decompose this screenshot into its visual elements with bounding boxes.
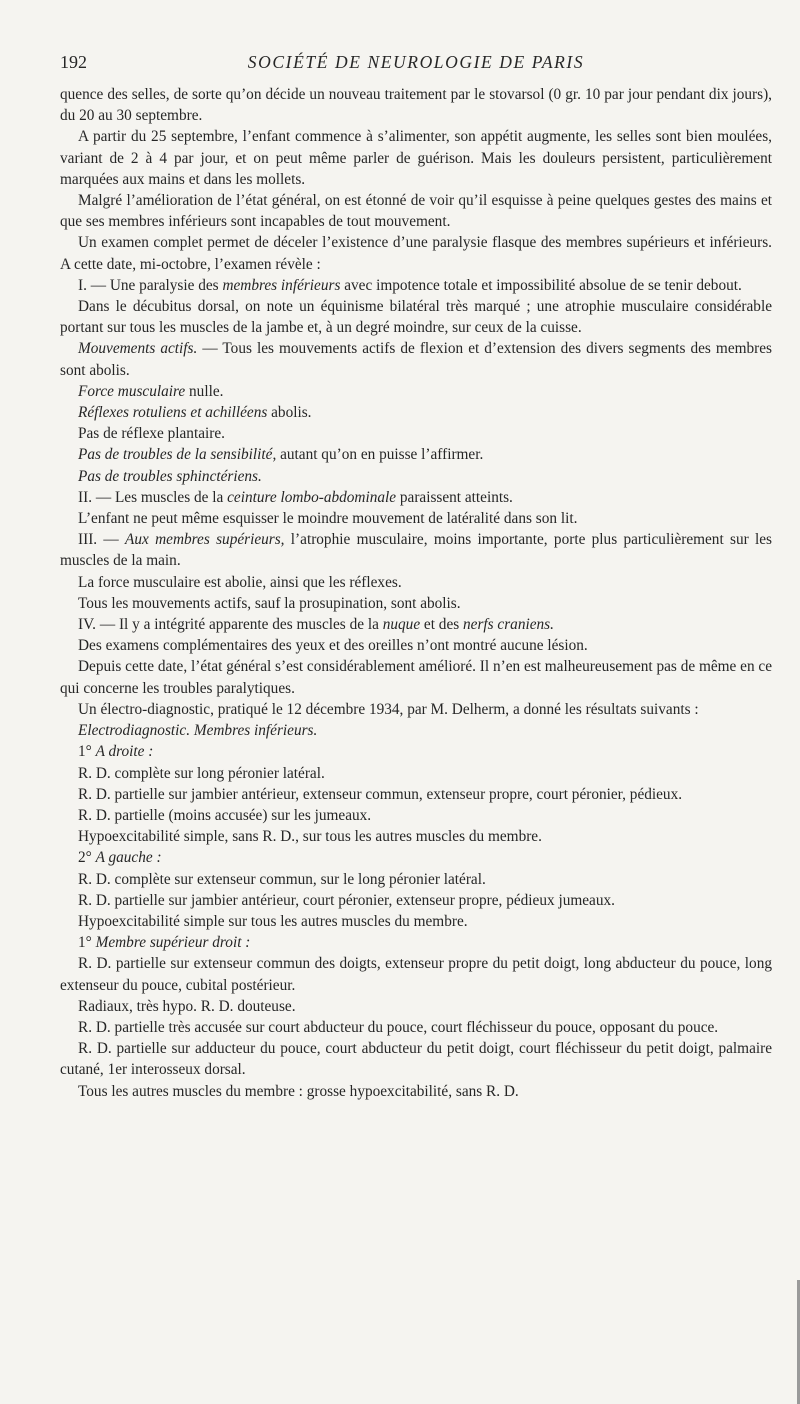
text-run: abolis. [267, 404, 312, 422]
paragraph [60, 232, 772, 274]
paragraph [60, 614, 772, 635]
paragraph [60, 190, 772, 232]
paragraph [60, 1038, 772, 1080]
italic-text-run: nerfs craniens. [463, 616, 554, 634]
text-run: R. D. partielle sur jambier antérieur, court péronier, extenseur propre, pédieux jumeaux. [78, 891, 615, 909]
paragraph [60, 126, 772, 190]
text-run: Tous les autres muscles du membre : grosse hypoexcitabilité, sans R. D. [78, 1082, 519, 1100]
text-run: Des examens complémentaires des yeux et des oreilles n’ont montré aucune lésion. [78, 637, 588, 655]
italic-text-run: A gauche : [95, 849, 162, 867]
paragraph [60, 656, 772, 698]
paragraph [60, 275, 772, 296]
paragraph [60, 911, 772, 932]
text-run: paraissent atteints. [396, 488, 513, 506]
text-run: R. D. partielle sur jambier antérieur, extenseur commun, extenseur propre, court péronier, pédieux. [78, 785, 683, 803]
body-text [60, 84, 772, 1102]
text-run: 1° [78, 934, 96, 952]
text-run: R. D. complète sur long péronier latéral. [78, 764, 325, 782]
paragraph [60, 741, 772, 762]
text-run: quence des selles, de sorte qu’on décide un nouveau traitement par le stovarsol (0 gr. 10 par jour pendant dix jours), du 20 au 30 septembre. [60, 86, 772, 125]
running-header [60, 52, 772, 82]
text-run: et des [420, 616, 464, 634]
italic-text-run: A droite : [95, 743, 154, 761]
text-run: Dans le décubitus dorsal, on note un équinisme bilatéral très marqué ; une atrophie musculaire considérable portant sur tous les muscles de la jambe et, à un degré moindre, sur ceux de la cuisse. [60, 298, 772, 337]
paragraph [60, 953, 772, 995]
text-run: Hypoexcitabilité simple sur tous les autres muscles du membre. [78, 912, 468, 930]
italic-text-run: Pas de troubles sphinctériens. [78, 467, 262, 485]
paragraph [60, 784, 772, 805]
text-run: Hypoexcitabilité simple, sans R. D., sur tous les autres muscles du membre. [78, 828, 542, 846]
text-run: — Tous les mouvements actifs de flexion et d’extension des divers segments des membres sont abolis. [60, 340, 772, 379]
text-run: Radiaux, très hypo. R. D. douteuse. [78, 997, 296, 1015]
paragraph [60, 1017, 772, 1038]
italic-text-run: Electrodiagnostic. Membres inférieurs. [78, 722, 318, 740]
italic-text-run: ceinture lombo-abdominale [227, 488, 397, 506]
paragraph [60, 338, 772, 380]
paragraph [60, 890, 772, 911]
paragraph [60, 444, 772, 465]
text-run: Un électro-diagnostic, pratiqué le 12 décembre 1934, par M. Delherm, a donné les résultats suivants : [78, 700, 699, 718]
text-run: II. — Les muscles de la [78, 488, 228, 506]
paragraph [60, 869, 772, 890]
text-run: III. — [78, 531, 126, 549]
paragraph [60, 699, 772, 720]
text-run: Un examen complet permet de déceler l’existence d’une paralysie flasque des membres supérieurs et inférieurs. A cette date, mi-octobre, l’examen révèle : [60, 234, 772, 273]
text-run: La force musculaire est abolie, ainsi que les réflexes. [78, 573, 402, 591]
paragraph [60, 1081, 772, 1102]
italic-text-run: Aux membres supérieurs, [125, 531, 285, 549]
paragraph [60, 487, 772, 508]
paragraph [60, 529, 772, 571]
text-run: IV. — Il y a intégrité apparente des muscles de la [78, 616, 383, 634]
paragraph [60, 423, 772, 444]
text-run: L’enfant ne peut même esquisser le moindre mouvement de latéralité dans son lit. [78, 510, 578, 528]
paragraph [60, 296, 772, 338]
italic-text-run: membres inférieurs [222, 276, 341, 294]
paragraph [60, 593, 772, 614]
text-run: R. D. partielle très accusée sur court abducteur du pouce, court fléchisseur du pouce, opposant du pouce. [78, 1018, 719, 1036]
text-run: Malgré l’amélioration de l’état général, on est étonné de voir qu’il esquisse à peine quelques gestes des mains et que ses membres inférieurs sont incapables de tout mouvement. [60, 192, 772, 231]
text-run: R. D. complète sur extenseur commun, sur le long péronier latéral. [78, 870, 486, 888]
text-run: A partir du 25 septembre, l’enfant commence à s’alimenter, son appétit augmente, les selles sont bien moulées, variant de 2 à 4 par jour, et on peut même parler de guérison. Mais les douleurs persistent, particulièrement marquées aux mains et dans les mollets. [60, 128, 772, 188]
text-run: 1° [78, 743, 96, 761]
page-number: 192 [60, 52, 87, 72]
italic-text-run: nuque [382, 616, 421, 634]
text-run: R. D. partielle sur adducteur du pouce, court abducteur du petit doigt, court fléchisseur du petit doigt, palmaire cutané, 1er interosseux dorsal. [60, 1040, 772, 1079]
text-run: l’atrophie musculaire, moins importante, porte plus particulièrement sur les muscles de la main. [60, 531, 772, 570]
text-run: Pas de réflexe plantaire. [78, 425, 225, 443]
paragraph [60, 508, 772, 529]
paragraph [60, 466, 772, 487]
text-run: 2° [78, 849, 96, 867]
paragraph [60, 402, 772, 423]
paragraph [60, 996, 772, 1017]
italic-text-run: Membre supérieur droit : [95, 934, 251, 952]
running-title: SOCIÉTÉ DE NEUROLOGIE DE PARIS [247, 52, 585, 72]
text-run: nulle. [185, 382, 224, 400]
text-run: avec impotence totale et impossibilité absolue de se tenir debout. [340, 276, 742, 294]
paragraph [60, 635, 772, 656]
italic-text-run: Mouvements actifs. [78, 340, 198, 358]
paragraph [60, 572, 772, 593]
text-run: R. D. partielle sur extenseur commun des doigts, extenseur propre du petit doigt, long abducteur du pouce, long extenseur du pouce, cubital postérieur. [60, 955, 772, 994]
italic-text-run: Force musculaire [78, 382, 186, 400]
paragraph [60, 805, 772, 826]
paragraph [60, 84, 772, 126]
italic-text-run: Réflexes rotuliens et achilléens [78, 404, 268, 422]
text-run: Tous les mouvements actifs, sauf la prosupination, sont abolis. [78, 594, 461, 612]
paragraph [60, 826, 772, 847]
paragraph [60, 847, 772, 868]
text-run: autant qu’on en puisse l’affirmer. [276, 446, 484, 464]
paragraph [60, 381, 772, 402]
text-run: I. — Une paralysie des [78, 276, 223, 294]
paragraph [60, 720, 772, 741]
paragraph [60, 763, 772, 784]
italic-text-run: Pas de troubles de la sensibilité, [78, 446, 277, 464]
text-run: R. D. partielle (moins accusée) sur les jumeaux. [78, 806, 372, 824]
text-run: Depuis cette date, l’état général s’est considérablement amélioré. Il n’en est malheureusement pas de même en ce qui concerne les troubles paralytiques. [60, 658, 773, 697]
paragraph [60, 932, 772, 953]
